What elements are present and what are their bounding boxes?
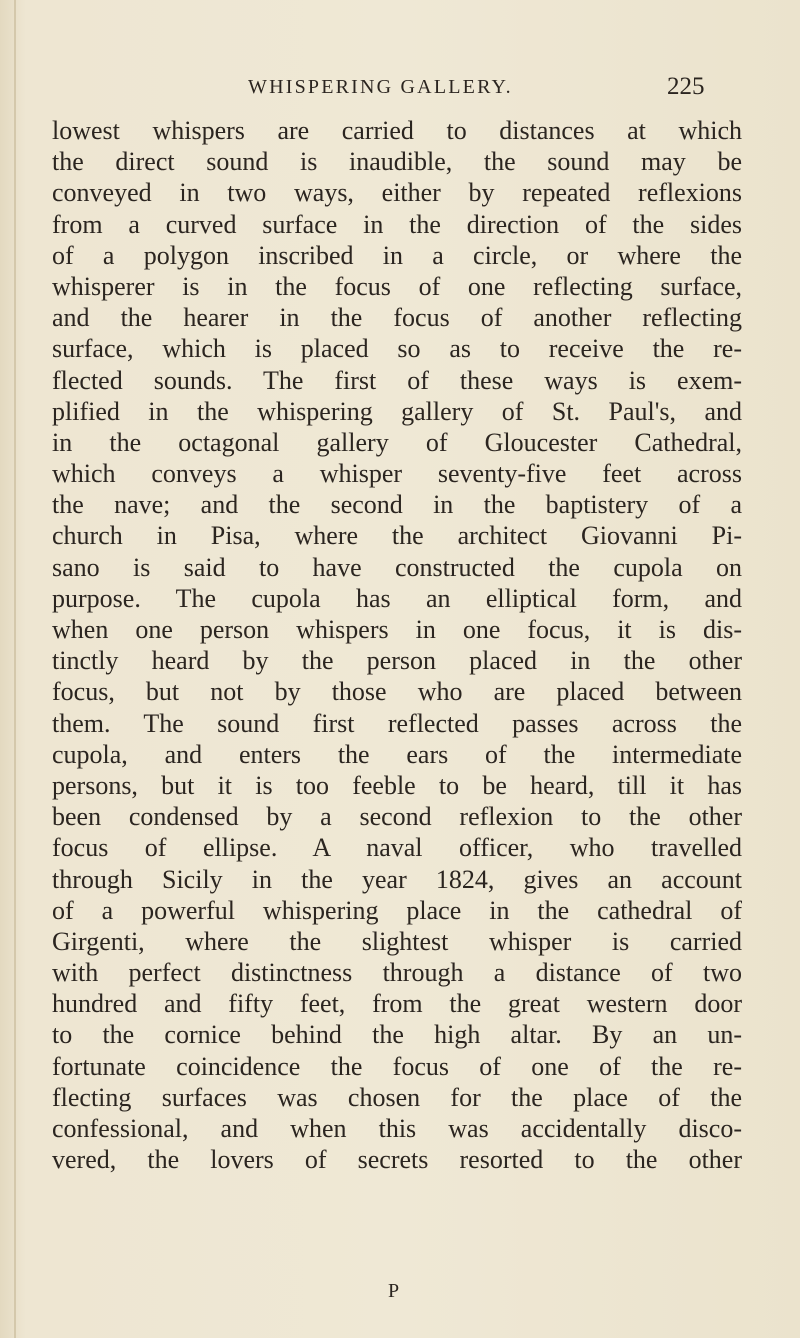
text-line: surface, which is placed so as to receive the re- <box>52 334 742 364</box>
running-head-title: WHISPERING GALLERY. <box>248 76 513 98</box>
text-line: conveyed in two ways, either by repeated reflexions <box>52 178 742 208</box>
text-line: sano is said to have constructed the cupola on <box>52 552 742 582</box>
text-line: through Sicily in the year 1824, gives an account <box>52 864 742 894</box>
running-head <box>0 73 800 106</box>
text-line: purpose. The cupola has an elliptical form, and <box>52 583 742 613</box>
text-line: plified in the whispering gallery of St. Paul's, and <box>52 396 742 426</box>
text-line: the nave; and the second in the baptistery of a <box>52 490 742 520</box>
text-line: in the octagonal gallery of Gloucester Cathedral, <box>52 427 742 457</box>
text-line: of a polygon inscribed in a circle, or where the <box>52 240 742 270</box>
text-line: been condensed by a second reflexion to the other <box>52 802 742 832</box>
text-line: focus of ellipse. A naval officer, who travelled <box>52 833 742 863</box>
text-line: of a powerful whispering place in the cathedral of <box>52 895 742 925</box>
text-line: confessional, and when this was accidentally disco- <box>52 1114 742 1143</box>
text-line: to the cornice behind the high altar. By an un- <box>52 1020 742 1050</box>
text-line: persons, but it is too feeble to be heard, till it has <box>52 770 742 800</box>
page-gutter-edge <box>14 0 16 1338</box>
text-line: Girgenti, where the slightest whisper is carried <box>52 926 742 956</box>
text-line: the direct sound is inaudible, the sound may be <box>52 147 742 177</box>
text-line: fortunate coincidence the focus of one of the re- <box>52 1051 742 1081</box>
text-line: focus, but not by those who are placed between <box>52 677 742 707</box>
text-line: lowest whispers are carried to distances at which <box>52 116 742 145</box>
text-line: when one person whispers in one focus, it is dis- <box>52 615 742 644</box>
text-line: church in Pisa, where the architect Giovanni Pi- <box>52 521 742 551</box>
text-line: tinctly heard by the person placed in the other <box>52 646 742 676</box>
text-line: vered, the lovers of secrets resorted to the other <box>52 1145 742 1175</box>
text-line: them. The sound first reflected passes across the <box>52 708 742 738</box>
text-line: and the hearer in the focus of another reflecting <box>52 303 742 333</box>
text-line: which conveys a whisper seventy-five feet across <box>52 459 742 489</box>
text-line: from a curved surface in the direction of the sides <box>52 209 742 239</box>
signature-mark: P <box>388 1280 400 1302</box>
body-text <box>52 115 742 1175</box>
text-line: with perfect distinctness through a distance of two <box>52 958 742 988</box>
text-line: flecting surfaces was chosen for the place of the <box>52 1082 742 1112</box>
text-line: cupola, and enters the ears of the intermediate <box>52 739 742 769</box>
text-line: flected sounds. The first of these ways is exem- <box>52 365 742 395</box>
text-line: hundred and fifty feet, from the great western door <box>52 989 742 1019</box>
text-line: whisperer is in the focus of one reflecting surface, <box>52 271 742 301</box>
page-number: 225 <box>667 73 705 100</box>
